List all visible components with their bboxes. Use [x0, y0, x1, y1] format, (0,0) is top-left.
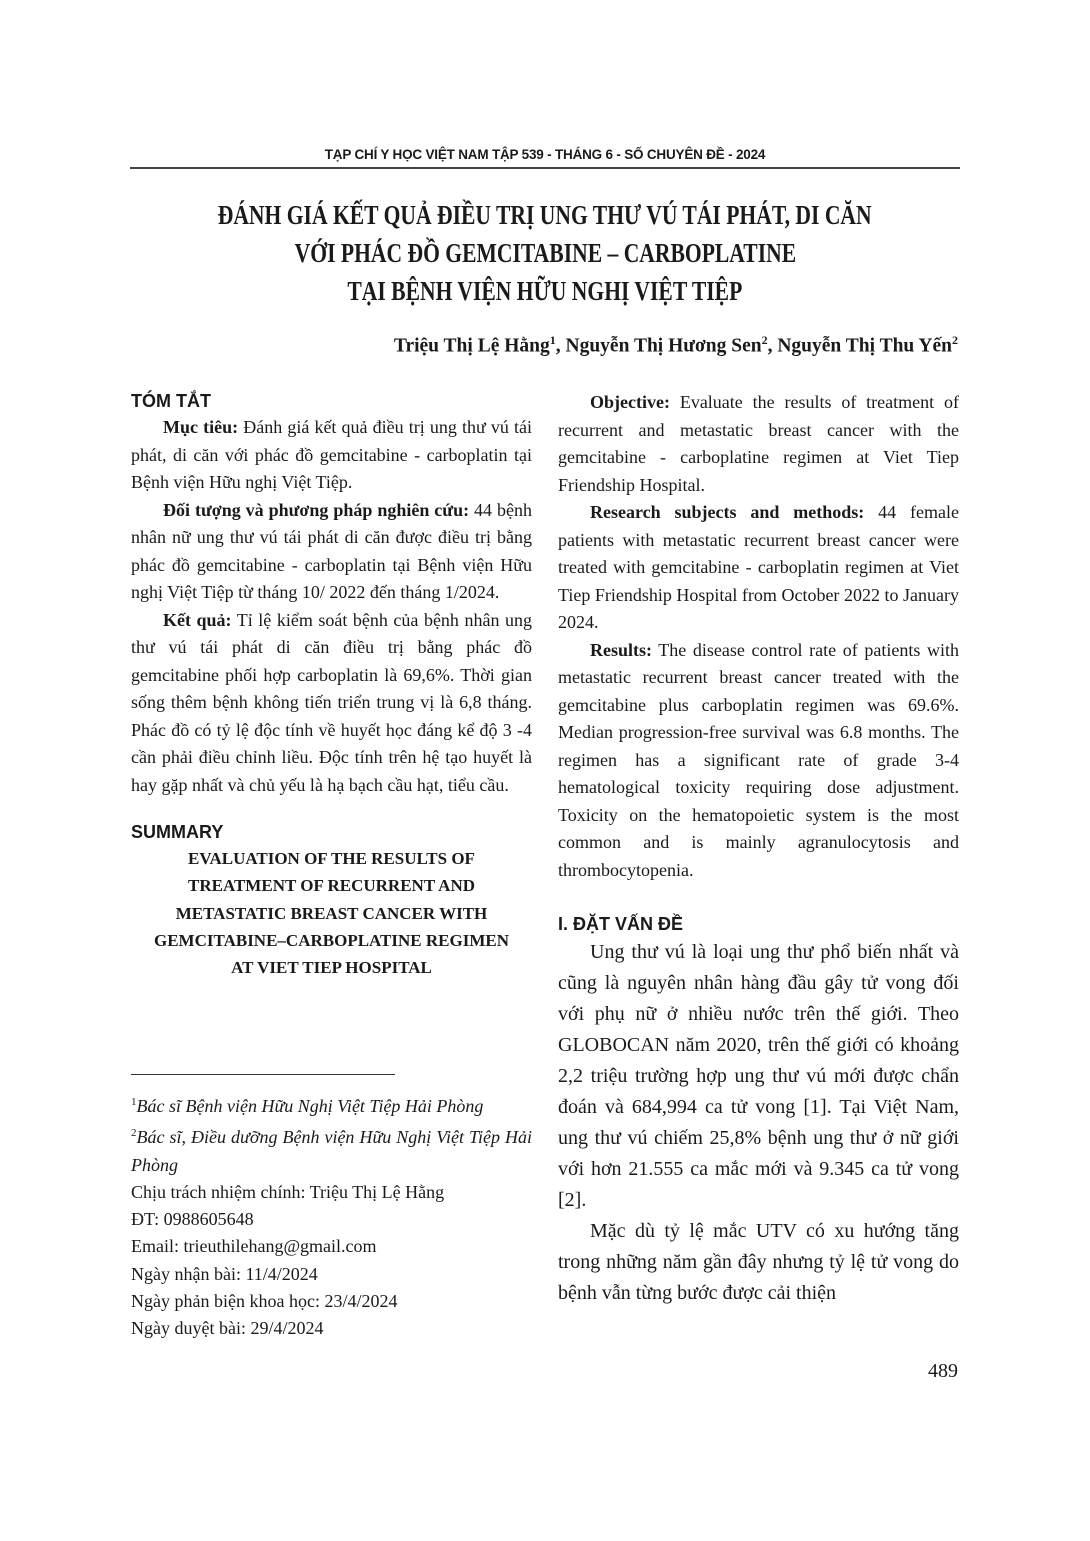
- summary-heading: SUMMARY: [131, 822, 224, 842]
- author-separator: ,: [767, 335, 778, 357]
- footnote-mark: 1: [131, 1096, 137, 1108]
- affiliation-footnote: [131, 1089, 532, 1120]
- paragraph-text: Đánh giá kết quả điều trị ung thư vú tái phát, di căn với phác đồ gemcitabine - carboplatin tại Bệnh viện Hữu nghị Việt Tiệp.: [131, 417, 532, 492]
- review-date: Ngày phản biện khoa học: 23/4/2024: [131, 1291, 398, 1312]
- paragraph-lead: Mục tiêu:: [163, 417, 239, 437]
- email: Email: trieuthilehang@gmail.com: [131, 1236, 377, 1257]
- summary-paragraph: [558, 499, 959, 637]
- author-name: Nguyễn Thị Hương Sen: [565, 335, 762, 357]
- title-line: VỚI PHÁC ĐỒ GEMCITABINE – CARBOPLATINE: [294, 238, 796, 268]
- summary-paragraph: [558, 389, 959, 499]
- footnotes: [131, 1089, 532, 1343]
- english-title-line: TREATMENT OF RECURRENT AND: [188, 876, 475, 896]
- author-name: Triệu Thị Lệ Hằng: [393, 335, 550, 357]
- paragraph-text: 44 bệnh nhân nữ ung thư vú tái phát di căn được điều trị bằng phác đồ gemcitabine - carboplatin tại Bệnh viện Hữu nghị Việt Tiệp từ tháng 10/ 2022 đến tháng 1/2024.: [131, 499, 532, 602]
- abstract-paragraph: [131, 607, 532, 800]
- english-title-line: GEMCITABINE–CARBOPLATINE REGIMEN: [154, 930, 509, 950]
- title-line: TẠI BỆNH VIỆN HỮU NGHỊ VIỆT TIỆP: [347, 276, 743, 306]
- article-title: [130, 196, 960, 310]
- paragraph-lead: Results:: [590, 639, 652, 660]
- left-column: [131, 388, 532, 981]
- body-paragraph: Mặc dù tỷ lệ mắc UTV có xu hướng tăng trong những năm gần đây nhưng tỷ lệ tử vong do bệnh vẫn từng bước được cải thiện: [558, 1220, 959, 1304]
- received-date: Ngày nhận bài: 11/4/2024: [131, 1263, 318, 1284]
- paragraph-lead: Research subjects and methods:: [590, 502, 865, 522]
- paragraph-lead: Kết quả:: [163, 609, 232, 630]
- footnote-mark: 2: [131, 1127, 137, 1140]
- footnote-text: Bác sĩ Bệnh viện Hữu Nghị Việt Tiệp Hải Phòng: [136, 1096, 484, 1116]
- abstract-paragraph: [131, 414, 532, 497]
- abstract-heading: TÓM TẮT: [131, 391, 211, 411]
- affiliation-mark: 2: [761, 333, 768, 347]
- header-rule: [130, 167, 960, 169]
- paragraph-text: 44 female patients with metastatic recurrent breast cancer were treated with gemcitabine - carboplatin regimen at Viet Tiep Friendship Hospital from October 2022 to January 2024.: [558, 502, 959, 632]
- paragraph-text: The disease control rate of patients with metastatic recurrent breast cancer treated with the gemcitabine plus carboplatin regimen was 69.6%. Median progression-free survival was 6.8 months. The regimen has a significant rate of grade 3-4 hematological toxicity requiring dose adjustment. Toxicity on the hematopoietic system is the most common and is mainly agranulocytosis and thrombocytopenia.: [558, 639, 959, 880]
- english-title-line: AT VIET TIEP HOSPITAL: [231, 958, 432, 978]
- paragraph-lead: Objective:: [590, 392, 670, 412]
- corresponding-author: Chịu trách nhiệm chính: Triệu Thị Lệ Hằng: [131, 1181, 445, 1202]
- footnote-text: Bác sĩ, Điều dưỡng Bệnh viện Hữu Nghị Việt Tiệp Hải Phòng: [131, 1127, 532, 1175]
- author-name: Nguyễn Thị Thu Yến: [777, 335, 952, 357]
- phone: ĐT: 0988605648: [131, 1209, 254, 1230]
- paragraph-lead: Đối tượng và phương pháp nghiên cứu:: [163, 499, 470, 520]
- body-paragraph: Ung thư vú là loại ung thư phổ biến nhất và cũng là nguyên nhân hàng đầu gây tử vong đối với phụ nữ ở nhiều nước trên thế giới. Theo GLOBOCAN năm 2020, trên thế giới có khoảng 2,2 triệu trường hợp ung thư vú mới được chẩn đoán và 684,994 ca tử vong [1]. Tại Việt Nam, ung thư vú chiếm 25,8% bệnh ung thư ở nữ giới với hơn 21.555 ca mắc mới và 9.345 ca tử vong [2].: [558, 941, 959, 1211]
- abstract-paragraph: [131, 497, 532, 607]
- affiliation-footnote: [131, 1120, 532, 1179]
- author-separator: ,: [555, 335, 566, 357]
- section-heading: I. ĐẶT VẤN ĐỀ: [558, 914, 684, 934]
- paragraph-text: Tỉ lệ kiểm soát bệnh của bệnh nhân ung thư vú tái phát di căn điều trị bằng phác đồ gemcitabine phối hợp carboplatin là 69,6%. Thời gian sống thêm bệnh không tiến triển trung vị là 6,8 tháng. Phác đồ có tỷ lệ độc tính về huyết học đáng kể độ 3 -4 cần phải điều chỉnh liều. Độc tính trên hệ tạo huyết là hay gặp nhất và chủ yếu là hạ bạch cầu hạt, tiểu cầu.: [131, 609, 533, 795]
- affiliation-mark: 1: [549, 333, 556, 347]
- english-title-line: EVALUATION OF THE RESULTS OF: [188, 849, 475, 868]
- summary-paragraph: [558, 637, 959, 885]
- accepted-date: Ngày duyệt bài: 29/4/2024: [131, 1318, 324, 1339]
- introduction-section: [558, 911, 959, 1309]
- footnote-rule: [131, 1074, 395, 1075]
- right-column: [558, 389, 959, 884]
- author-list: [394, 333, 958, 358]
- title-line: ĐÁNH GIÁ KẾT QUẢ ĐIỀU TRỊ UNG THƯ VÚ TÁI PHÁT, DI CĂN: [218, 200, 872, 230]
- affiliation-mark: 2: [952, 333, 958, 347]
- english-title-line: METASTATIC BREAST CANCER WITH: [175, 903, 488, 923]
- page-number: 489: [928, 1360, 958, 1382]
- paragraph-text: Evaluate the results of treatment of recurrent and metastatic breast cancer with the gemcitabine - carboplatine regimen at Viet Tiep Friendship Hospital.: [558, 392, 959, 495]
- running-head: TẠP CHÍ Y HỌC VIỆT NAM TẬP 539 - THÁNG 6 - SỐ CHUYÊN ĐỀ - 2024: [324, 147, 766, 162]
